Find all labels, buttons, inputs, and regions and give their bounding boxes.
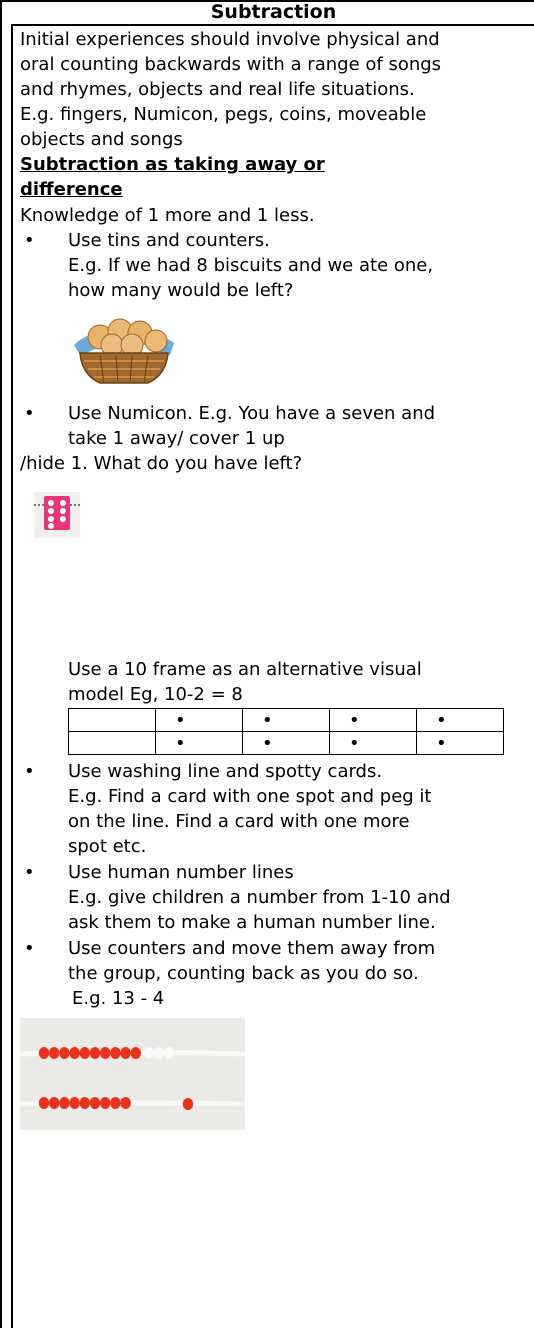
bead	[100, 1047, 110, 1059]
tins-line: Use tins and counters.	[68, 230, 270, 251]
numicon-line: /hide 1. What do you have left?	[20, 453, 303, 474]
bullet-point: •	[24, 862, 35, 883]
washing-line-text: on the line. Find a card with one more	[68, 811, 410, 832]
bead	[164, 1047, 174, 1059]
ten-frame-table	[68, 708, 504, 755]
biscuit-basket-image	[70, 315, 178, 389]
numicon-seven-image	[34, 492, 80, 538]
ten-frame-cell: •	[156, 709, 243, 732]
bead	[144, 1047, 154, 1059]
numicon-line: take 1 away/ cover 1 up	[68, 428, 285, 449]
ten-frame-row	[69, 732, 504, 755]
washing-line-text: Use washing line and spotty cards.	[68, 761, 383, 782]
bead	[90, 1047, 100, 1059]
human-line-text: ask them to make a human number line.	[68, 912, 436, 933]
human-line-text: Use human number lines	[68, 862, 294, 883]
bead	[69, 1047, 79, 1059]
section-heading: difference	[20, 179, 123, 200]
bead	[183, 1098, 193, 1110]
bead	[39, 1047, 49, 1059]
bullet-point: •	[24, 761, 35, 782]
ten-frame-cell: •	[330, 709, 417, 732]
knowledge-text: Knowledge of 1 more and 1 less.	[20, 205, 315, 226]
intro-line: Initial experiences should involve physical and	[20, 29, 440, 50]
intro-line: and rhymes, objects and real life situations.	[20, 79, 415, 100]
ten-frame-cell: •	[156, 732, 243, 755]
ten-frame-cell: •	[243, 709, 330, 732]
intro-line: objects and songs	[20, 129, 183, 150]
tins-line: E.g. If we had 8 biscuits and we ate one,	[68, 255, 434, 276]
counters-line: the group, counting back as you do so.	[68, 963, 419, 984]
bead	[154, 1047, 164, 1059]
bead	[69, 1097, 79, 1109]
ten-frame-cell	[69, 709, 156, 732]
ten-frame-cell: •	[417, 709, 504, 732]
bead	[80, 1097, 90, 1109]
bead-string-image	[20, 1018, 245, 1130]
bullet-point: •	[24, 230, 35, 251]
intro-line: oral counting backwards with a range of songs	[20, 54, 442, 75]
section-heading: Subtraction as taking away or	[20, 154, 325, 175]
ten-frame-cell: •	[243, 732, 330, 755]
bullet-point: •	[24, 938, 35, 959]
washing-line-text: spot etc.	[68, 836, 147, 857]
bead	[90, 1097, 100, 1109]
bead	[120, 1097, 130, 1109]
ten-frame-line: Use a 10 frame as an alternative visual	[68, 659, 422, 680]
bead	[80, 1047, 90, 1059]
bead	[59, 1097, 69, 1109]
left-rule	[11, 25, 13, 1328]
human-line-text: E.g. give children a number from 1-10 and	[68, 887, 451, 908]
ten-frame-cell: •	[417, 732, 504, 755]
bead	[110, 1097, 120, 1109]
bead	[49, 1047, 59, 1059]
ten-frame-row	[69, 709, 504, 732]
bullet-point: •	[24, 403, 35, 424]
bead	[49, 1097, 59, 1109]
counters-line: E.g. 13 - 4	[72, 988, 165, 1009]
ten-frame-cell: •	[330, 732, 417, 755]
ten-frame-cell	[69, 732, 156, 755]
bead	[131, 1047, 141, 1059]
tins-line: how many would be left?	[68, 280, 294, 301]
ten-frame-line: model Eg, 10-2 = 8	[68, 684, 243, 705]
bead	[39, 1097, 49, 1109]
numicon-line: Use Numicon. E.g. You have a seven and	[68, 403, 436, 424]
counters-line: Use counters and move them away from	[68, 938, 436, 959]
bead	[59, 1047, 69, 1059]
bead	[120, 1047, 130, 1059]
bead	[100, 1097, 110, 1109]
washing-line-text: E.g. Find a card with one spot and peg it	[68, 786, 432, 807]
page-title: Subtraction	[210, 1, 337, 23]
intro-line: E.g. fingers, Numicon, pegs, coins, moveable	[20, 104, 427, 125]
bead	[110, 1047, 120, 1059]
